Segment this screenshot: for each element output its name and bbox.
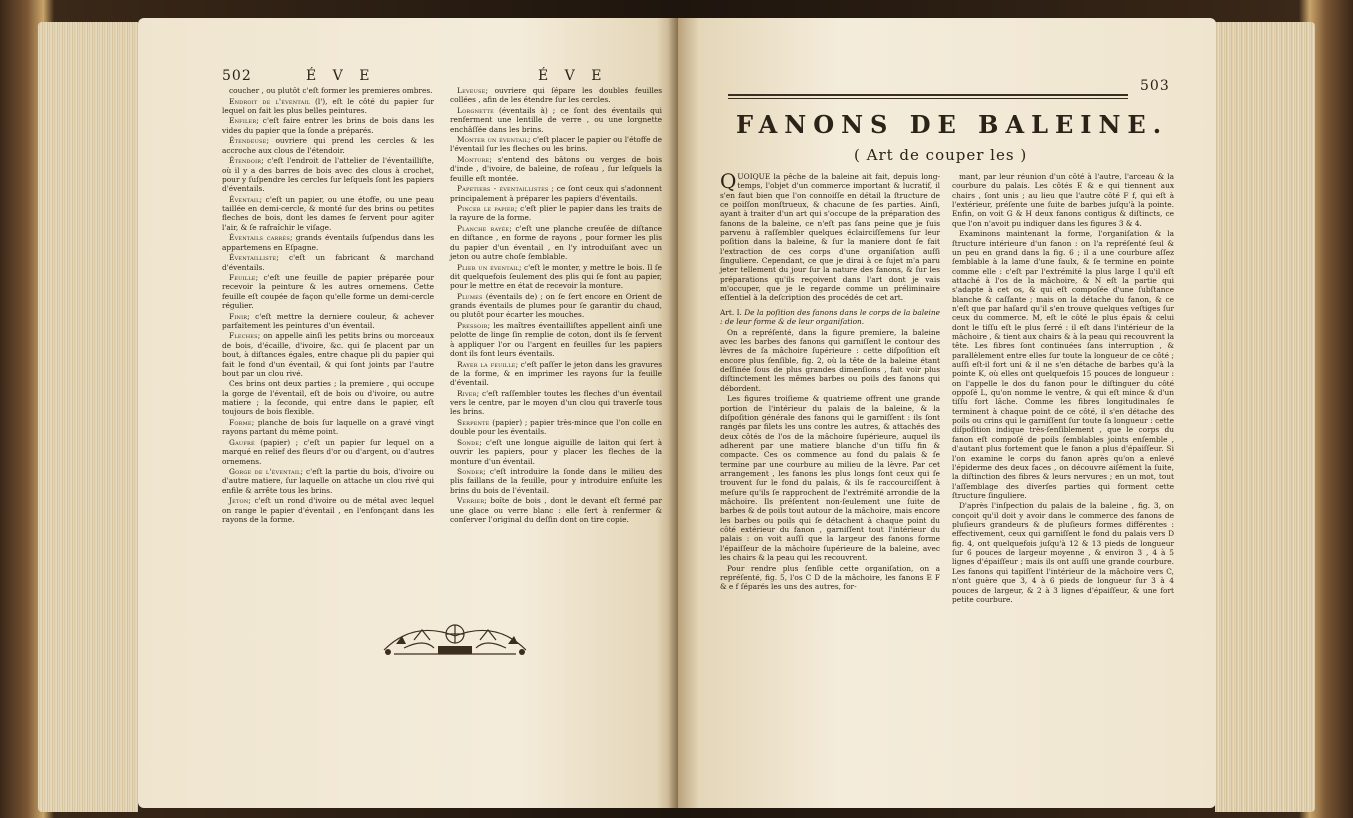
entry-text: ; c'eſt introduire la ſonde dans le milieu des plis faillans de la feuille, pour y introduire enſuite les brins du bois de l'éventail. xyxy=(450,467,662,495)
entry-text: coucher , ou plutôt c'eſt former les premieres ombres. xyxy=(229,86,433,95)
glossary-entry xyxy=(222,273,434,310)
glossary-entry xyxy=(222,418,434,437)
glossary-entry xyxy=(222,467,434,495)
glossary-entry xyxy=(450,135,662,154)
glossary-entry xyxy=(450,184,662,203)
glossary-entry xyxy=(450,263,662,291)
entry-text: D'après l'inſpection du palais de la baleine , fig. 3, on conçoit qu'il doit y avoir dans le commerce des fanons de pluſieurs grandeurs & de pluſieurs formes différentes : effectivement, ceux qui garniſſent le fond du palais vers D fig. 4, ont quelquefois juſqu'à 12 & 13 pieds de longueur ſur 6 pouces de largeur moyenne , & environ 3 , 4 à 5 lignes d'épaiſſeur ; mais ils ont auſſi une grande courbure. Les fanons qui tapiſſent l'intérieur de la mâchoire vers C, n'ont guère que 3, 4 à 6 pieds de longueur ſur 3 à 4 pouces de largeur, & 2 à 3 lignes d'épaiſſeur, & une fort petite courbure. xyxy=(952,501,1174,604)
glossary-entry xyxy=(450,204,662,223)
entry-headword: Gorge de l'éventail xyxy=(229,467,301,477)
entry-headword: Enfiler xyxy=(229,116,257,126)
page-number-right: 503 xyxy=(1140,78,1170,94)
entry-headword: Sonde xyxy=(457,437,480,447)
paragraph xyxy=(720,169,940,303)
article-title: FANONS DE BALEINE. xyxy=(736,110,1169,139)
entry-text: ; c'eſt faire entrer les brins de bois dans les vides du papier que la ſonde a préparés. xyxy=(222,116,434,135)
entry-text: ; c'eſt raſſembler toutes les fleches d'un éventail vers le centre, par le moyen d'un clou qui traverſe tous les brins. xyxy=(450,388,662,417)
glossary-entry xyxy=(222,496,434,524)
entry-headword: Forme xyxy=(229,417,252,427)
entry-text: ; c'eſt un rond d'ivoire ou de métal avec lequel on range le papier d'éventail , en l'enfonçant dans les rayons de la forme. xyxy=(222,496,434,524)
entry-headword: Éventailliste xyxy=(229,253,277,263)
entry-headword: Jeton xyxy=(229,496,249,506)
entry-text: ; c'eſt une feuille de papier préparée pour recevoir la peinture & les autres ornemens. Cette feuille eſt coupée de façon qu'elle forme un demi-cercle régulier. xyxy=(222,273,434,311)
entry-text: (éventails à) ; ce ſont des éventails qui renferment une lentille de verre , ou une lorgnette enchâſſée dans les brins. xyxy=(450,105,662,134)
glossary-entry xyxy=(222,156,434,193)
entry-headword: Éventails carrés xyxy=(229,233,290,243)
entry-text: Les figures troiſieme & quatrieme offrent une grande portion de l'intérieur du palais de la baleine, & la diſpoſition générale des fanons qui le garniſſent : ils ſont rangés par filets les uns contre les autres, & attachés des deux côtés de l'os de la mâchoire ſupérieure, auquel ils adherent par une matiere blanche d'un tiſſu fin & compacte. Ces os commence au fond du palais & ſe termine par une courbure au milieu de la lèvre. Par cet arrangement , les fanons les plus longs ſont ceux qui ſe trouvent ſur le fond du palais, & ils ſe raccourciſſent à meſure qu'ils ſe rapprochent de l'extrémité arrondie de la mâchoire. Ils préſentent non-ſeulement une ſuite de barbes & de poils tout autour de la mâchoire, mais encore les barbes ou poils qui ſe détachent à chaque point du côté extérieur du fanon , garniſſent tout l'intérieur du palais : on voit auſſi que la largeur des fanons forme l'épaiſſeur de la mâchoire ſupérieure de la baleine, avec les chairs & la peau qui les recouvrent. xyxy=(720,394,940,563)
entry-text: ; les maîtres éventailliſtes appellent ainſi une pelotte de linge ſin remplie de coton, dont ils ſe ſervent à appliquer l'or ou l'argent en feuilles ſur les papiers dont ils font leurs éventails. xyxy=(450,320,662,358)
glossary-entry xyxy=(450,155,662,183)
entry-headword: Plier un éventail xyxy=(457,262,519,272)
paragraph xyxy=(952,172,1174,228)
entry-text: ; c'eſt paſſer le jeton dans les gravures de la forme, & en imprimer les rayons ſur la feuille d'éventail. xyxy=(450,359,662,388)
glossary-entry xyxy=(222,331,434,378)
entry-headword: Gaufré xyxy=(229,437,255,447)
entry-text: ; c'eſt plier le papier dans les traits de la rayure de la forme. xyxy=(450,204,662,223)
paragraph xyxy=(222,86,434,95)
entry-text: ; c'eſt placer le papier ou l'étoffe de l'éventail ſur les fleches ou les brins. xyxy=(450,135,662,154)
entry-text: Examinons maintenant la forme, l'organiſation & la ſtructure intérieure d'un fanon : on l'a repréſenté ſeul & un peu en grand dans la fig. 6 ; il a une courbure aſſez ſemblable à la lame d'une faulx, & ſe termine en pointe comme elle : c'eſt par l'extrémité la plus large I qu'il eſt attaché à l'os de la mâchoire, & N eſt la partie qui s'adapte à cet os, & qui eſt compoſée d'une ſubſtance blanche & caſſante ; mais on la détache du fanon, & ce n'eſt que par haſard qu'il s'en trouve quelques veſtiges ſur ceux du commerce. M, eſt le côté le plus épais & celui dont le tiſſu eſt le plus ſerré : il eſt dans l'intérieur de la mâchoire , & tient aux chairs & à la peau qui recouvrent la tête. Les fibres ſont continuées ſans interruption , & parallèlement entre elles ſur toute la longueur de ce côté ; auſſi eſt-il fort uni & il ne s'en détache de barbes qu'à la pointe K, où elles ont quelquefois 15 pouces de longueur : on l'appelle le dos du fanon pour le diſtinguer du côté oppoſé L, qu'on nomme le ventre, & qui eſt mince & d'un tiſſu fort lâche. Comme les fibres longitudinales ſe terminent à chaque point de ce côté, il s'en détache des poils ou crins qui le garniſſent ſur toute ſa longueur : cette diſpoſition indique très-ſenſiblement , que le corps du fanon eſt compoſé de poils ſemblables joints enſemble , d'autant plus fortement que le fanon a plus d'épaiſſeur. Si l'on examine le corps du fanon après qu'on a enlevé l'épiderme des deux faces , on découvre aiſément la ſuite, la diſtinction des fibres & leurs nervures ; en un mot, tout l'aſſemblage des diverſes parties qui forment cette ſtructure ſinguliere. xyxy=(952,229,1174,500)
glossary-entry xyxy=(450,321,662,358)
entry-headword: Étendoir xyxy=(229,156,262,166)
entry-headword: Monture xyxy=(457,154,490,164)
glossary-entry xyxy=(222,195,434,232)
entry-headword: Finir xyxy=(229,311,248,321)
entry-headword: River xyxy=(457,388,477,398)
entry-headword: Planche rayée xyxy=(457,223,510,233)
entry-headword: Endroit de l'éventail xyxy=(229,96,311,106)
entry-headword: Éventail xyxy=(229,194,260,204)
right-page xyxy=(678,18,1216,808)
entry-text: ; c'eſt une longue aiguille de laiton qui ſert à ouvrir les papiers, pour y placer les fleches de la monture d'un éventail. xyxy=(450,437,662,466)
glossary-entry xyxy=(450,86,662,105)
entry-headword: Pincer le papier xyxy=(457,204,515,214)
entry-text: ; boîte de bois , dont le devant eſt fermé par une glace ou verre blanc : elle ſert à renfermer & conſerver l'original du deſſin dont on tire copie. xyxy=(450,496,662,524)
entry-text: ; ouvriere qui ſépare les doubles feuilles collées , afin de les étendre ſur les cercles. xyxy=(450,86,662,105)
page-edges-left xyxy=(38,22,138,812)
entry-headword: Rayer la feuille xyxy=(457,359,516,369)
entry-headword: Verrier xyxy=(457,496,485,506)
entry-text: UOIQUE la pêche de la baleine ait fait, depuis long-temps, l'objet d'un commerce important & lucratif, il s'en faut bien que l'on connoiſſe en détail la ſtructure de ce poiſſon monſtrueux, & chacune de ſes parties. Ainſi, ayant à traiter d'un art qui s'occupe de la préparation des fanons de la baleine, ce n'eſt pas ſans peine que je ſuis parvenu à raſſembler quelques éclairciſſemens ſur leur poſition dans la baleine, & ſur la maniere dont ſe fait l'extraction de ces corps d'une organiſation auſſi ſinguliere. Cependant, ce que je dirai à ce ſujet m'a paru jeter tellement du jour ſur la nature des fanons, & ſur les préparations qu'ils reçoivent dans l'art dont je vais m'occuper, que je le regarde comme un préliminaire eſſentiel à la deſcription des procédés de cet art. xyxy=(720,172,940,303)
section-title: De la poſition des fanons dans le corps de la baleine : de leur forme & de leur organiſation. xyxy=(720,307,940,327)
glossary-entry xyxy=(222,312,434,331)
page-edges-right xyxy=(1215,22,1315,812)
left-column-1 xyxy=(222,86,434,606)
entry-headword: Serpente xyxy=(457,417,490,427)
entry-text: Pour rendre plus ſenſible cette organiſation, on a repréſenté, fig. 5, l'os C D de la mâchoire, les fanons E F & e f ſéparés les uns des autres, for- xyxy=(720,563,940,592)
glossary-entry xyxy=(450,467,662,495)
entry-headword: Plumes xyxy=(457,291,483,301)
glossary-entry xyxy=(450,224,662,261)
entry-text: ; c'eſt mettre la derniere couleur, & achever parfaitement les peintures d'un éventail. xyxy=(222,311,434,330)
paragraph xyxy=(720,328,940,393)
decorative-ornament xyxy=(374,610,536,662)
entry-text: mant, par leur réunion d'un côté à l'autre, l'arceau & la courbure du palais. Les côtés E & e qui tiennent aux chairs , ſont unis ; au lieu que l'autre côté F f, qui eſt à l'extérieur, préſente une ſuite de barbes juſqu'à la pointe. Enfin, on voit G & H deux fanons contigus & diſtincts, ce que l'on n'avoit pu indiquer dans les figures 3 & 4. xyxy=(952,172,1174,228)
paragraph xyxy=(720,394,940,562)
glossary-entry xyxy=(222,97,434,116)
article-subtitle: ( Art de couper les ) xyxy=(854,146,1028,164)
entry-text: ; ouvriere qui prend les cercles & les accroche aux clous de l'étendoir. xyxy=(222,136,434,155)
entry-text: Ces brins ont deux parties ; la premiere , qui occupe la gorge de l'éventail, eſt de bois ou d'ivoire, ou autre matiere ; la ſeconde, qui entre dans le papier, eſt toujours de bois flexible. xyxy=(222,379,434,417)
entry-text: ; c'eſt l'endroit de l'attelier de l'éventailliſte, où il y a des barres de bois avec des clous à crochet, pour y ſuſpendre les cercles ſur leſquels ſont les papiers d'éventails. xyxy=(222,156,434,194)
glossary-entry xyxy=(222,233,434,252)
left-column-2 xyxy=(450,86,662,606)
glossary-entry xyxy=(222,116,434,135)
glossary-entry xyxy=(450,496,662,524)
entry-text: ; on appelle ainſi les petits brins ou morceaux de bois, d'écaille, d'ivoire, &c. qui ſe placent par un bout, à diſtances égales, entre chaque pli du papier qui fait le fond d'un éventail, & qui ſont joints par l'autre bout par un clou rivé. xyxy=(222,331,434,378)
entry-text: ; c'eſt le monter, y mettre le bois. Il ſe dit quelquefois ſeulement des plis qui ſe font au papier, pour le mettre en état de recevoir la monture. xyxy=(450,262,662,291)
entry-text: ; ce ſont ceux qui s'adonnent principalement à préparer les papiers d'éventails. xyxy=(450,184,662,203)
entry-text: ; planche de bois ſur laquelle on a gravé vingt rayons partant du même point. xyxy=(222,417,434,437)
entry-text: (l'), eſt le côté du papier ſur lequel on fait les plus belles peintures. xyxy=(222,96,434,115)
entry-text: (papier) ; c'eſt un papier ſur lequel on a marqué en relief des fleurs d'or ou d'argent, ou d'autres ornemens. xyxy=(222,437,434,466)
right-column-1 xyxy=(720,169,940,792)
entry-text: ; c'eſt un fabricant & marchand d'éventails. xyxy=(222,253,434,272)
glossary-entry xyxy=(450,292,662,320)
entry-headword: Pressoir xyxy=(457,320,488,330)
drop-cap: Q xyxy=(720,169,737,193)
entry-headword: Étendeuse xyxy=(229,136,267,146)
left-page xyxy=(138,18,678,808)
right-column-2 xyxy=(952,172,1174,792)
glossary-entry xyxy=(222,438,434,466)
entry-text: ; grands éventails ſuſpendus dans les appartemens en Eſpagne. xyxy=(222,233,434,252)
paragraph xyxy=(720,564,940,592)
paragraph xyxy=(952,229,1174,500)
entry-text: (éventails de) ; on ſe ſert encore en Orient de grands éventails de plumes pour ſe garantir du chaud, ou plutôt pour écarter les mouches. xyxy=(450,291,662,320)
entry-text: ; c'eſt la partie du bois, d'ivoire ou d'autre matiere, ſur laquelle on attache un clou rivé qui enfile & arrête tous les brins. xyxy=(222,467,434,495)
entry-headword: Fleches xyxy=(229,331,258,341)
entry-headword: Lorgnette xyxy=(457,105,495,115)
page-number-left: 502 xyxy=(222,68,252,84)
glossary-entry xyxy=(222,136,434,155)
glossary-entry xyxy=(222,253,434,272)
glossary-entry xyxy=(450,418,662,437)
header-rule-thin xyxy=(728,98,1128,99)
entry-text: ; s'entend des bâtons ou verges de bois d'inde , d'ivoire, de baleine, de roſeau , ſur leſquels la feuille eſt montée. xyxy=(450,154,662,183)
glossary-entry xyxy=(450,438,662,466)
entry-text: On a repréſenté, dans la figure premiere, la baleine avec les barbes des fanons qui garniſſent le contour des lèvres de ſa mâchoire ſupérieure : cette diſpoſition eſt encore plus ſenſible, fig. 2, où la tête de la baleine étant deſſinée ſous de plus grandes dimenſions , fait voir plus diſtinctement les mêmes barbes ou poils des fanons qui débordent. xyxy=(720,327,940,393)
entry-text: (papier) ; papier très-mince que l'on colle en double pour les éventails. xyxy=(450,417,662,437)
entry-headword: Sonder xyxy=(457,467,484,477)
paragraph xyxy=(222,379,434,416)
entry-headword: Papetiers - éventaillistes xyxy=(457,184,549,194)
entry-text: ; c'eſt un papier, ou une étoffe, ou une peau taillée en demi-cercle, & monté ſur des brins ou petites fleches de bois, dont les dames ſe ſervent pour agiter l'air, & ſe rafraîchir le viſage. xyxy=(222,194,434,232)
entry-text: ; c'eſt une planche creuſée de diſtance en diſtance , en forme de rayons , pour former les plis du papier d'un éventail , en l'y introduiſant avec un jeton ou autre choſe ſemblable. xyxy=(450,223,663,261)
article-section-heading xyxy=(720,308,940,327)
section-number: Art. I. xyxy=(720,307,745,317)
glossary-entry xyxy=(450,360,662,388)
entry-headword: Monter un éventail xyxy=(457,135,529,145)
glossary-entry xyxy=(450,389,662,417)
running-head-right-col: É V E xyxy=(538,68,608,84)
entry-headword: Feuille xyxy=(229,273,256,283)
paragraph xyxy=(952,501,1174,604)
glossary-entry xyxy=(450,106,662,134)
header-rule xyxy=(728,94,1128,96)
running-head-left-col: É V E xyxy=(306,68,376,84)
entry-headword: Leveuse xyxy=(457,86,486,95)
